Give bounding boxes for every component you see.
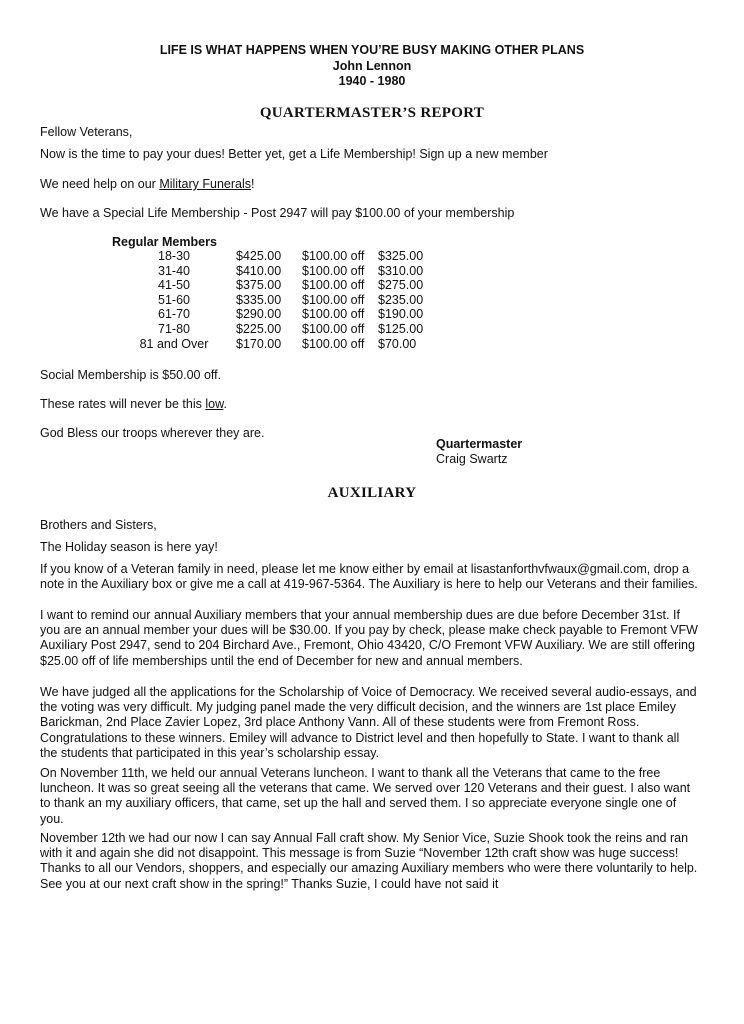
price-cell: $290.00 — [236, 307, 282, 322]
qm-greeting: Fellow Veterans, — [40, 125, 133, 139]
net-price-cell: $125.00 — [378, 321, 424, 336]
aux-paragraph-veteran-family — [40, 562, 700, 592]
net-price-cell: $70.00 — [378, 336, 417, 351]
auxiliary-title: AUXILIARY — [327, 485, 417, 501]
quote-text: LIFE IS WHAT HAPPENS WHEN YOU’RE BUSY MAKING OTHER PLANS — [159, 43, 585, 57]
rates-table-body — [112, 249, 458, 351]
signature-name: Craig Swartz — [436, 452, 508, 466]
discount-cell: $100.00 off — [302, 292, 365, 307]
aux-holiday: The Holiday season is here yay! — [40, 540, 218, 554]
discount-cell: $100.00 off — [302, 307, 365, 322]
discount-cell: $100.00 off — [302, 263, 365, 278]
qm-funerals-line — [40, 177, 254, 192]
net-price-cell: $190.00 — [378, 307, 424, 322]
net-price-cell: $275.00 — [378, 278, 424, 293]
rates-row — [112, 307, 458, 322]
aux-paragraph-dues — [40, 608, 700, 669]
qm-signature — [436, 437, 522, 467]
net-price-cell: $235.00 — [378, 292, 424, 307]
rates-table-header: Regular Members — [112, 235, 217, 249]
price-cell: $225.00 — [236, 321, 282, 336]
age-cell: 71-80 — [158, 321, 190, 336]
aux-paragraph-luncheon — [40, 766, 700, 827]
aux-p3-text: We have judged all the applications for the Scholarship of Voice of Democracy. We received several audio-essays, and the voting was very difficult. My judging panel made the very difficult decision, and the winners are 1st place Emiley Barickman, 2nd Place Zavier Lopez, 3rd place Anthony Vann. All of these students were from Fremont Ross. Congratulations to these winners. Emiley will advance to District level and then hopefully to State. I want to thank all the students that participated in this year’s scholarship essay. — [40, 685, 697, 760]
age-cell: 81 and Over — [139, 336, 209, 351]
qm-low-post: . — [223, 397, 227, 411]
discount-cell: $100.00 off — [302, 321, 365, 336]
discount-cell: $100.00 off — [302, 249, 365, 263]
age-cell: 31-40 — [158, 263, 190, 278]
rates-table — [112, 235, 458, 351]
qm-dues-line: Now is the time to pay your dues! Better yet, get a Life Membership! Sign up a new member — [40, 147, 548, 161]
military-funerals-text: Military Funerals — [159, 177, 251, 191]
qm-funerals-post: ! — [251, 177, 255, 191]
discount-cell: $100.00 off — [302, 278, 365, 293]
age-cell: 51-60 — [158, 292, 190, 307]
quote-years: 1940 - 1980 — [338, 74, 406, 88]
quote-header — [0, 43, 744, 90]
aux-paragraph-scholarship — [40, 685, 700, 761]
aux-greeting: Brothers and Sisters, — [40, 518, 157, 532]
net-price-cell: $310.00 — [378, 263, 424, 278]
price-cell: $335.00 — [236, 292, 282, 307]
net-price-cell: $325.00 — [378, 249, 424, 263]
rates-row — [112, 322, 458, 337]
age-cell: 41-50 — [158, 278, 190, 293]
aux-p2-text: I want to remind our annual Auxiliary members that your annual membership dues are due before December 31st. If you are an annual member your dues will be $30.00. If you pay by check, please make check payable to Fremont VFW Auxiliary Post 2947, send to 204 Birchard Ave., Fremont, Ohio 43420, C/O Fremont VFW Auxiliary. We are still offering $25.00 off of life memberships until the end of December for new and annual members. — [40, 608, 698, 668]
quartermaster-report-title: QUARTERMASTER’S REPORT — [259, 105, 485, 121]
rates-row — [112, 293, 458, 308]
signature-title: Quartermaster — [436, 437, 523, 451]
price-cell: $425.00 — [236, 249, 282, 263]
qm-bless-line: God Bless our troops wherever they are. — [40, 426, 265, 440]
qm-low-pre: These rates will never be this — [40, 397, 206, 411]
rates-row — [112, 278, 458, 293]
quote-author: John Lennon — [332, 58, 412, 73]
price-cell: $375.00 — [236, 278, 282, 293]
rates-row — [112, 249, 458, 264]
aux-p5-text: November 12th we had our now I can say Annual Fall craft show. My Senior Vice, Suzie Shook took the reins and ran with it and again she did not disappoint. This message is from Suzie “November 12th craft show was huge success! Thanks to all our Vendors, shoppers, and especially our amazing Auxiliary members who were there voluntarily to help. See you at our next craft show in the spring!” Thanks Suzie, I could have not said it — [40, 831, 698, 891]
discount-cell: $100.00 off — [302, 336, 365, 351]
qm-funerals-pre: We need help on our — [40, 177, 160, 191]
qm-rates-low-line — [40, 397, 227, 412]
age-cell: 61-70 — [158, 307, 190, 322]
qm-social-line: Social Membership is $50.00 off. — [40, 368, 222, 382]
price-cell: $410.00 — [236, 263, 282, 278]
low-text: low — [205, 397, 224, 411]
rates-row — [112, 337, 458, 352]
aux-p4-text: On November 11th, we held our annual Veterans luncheon. I want to thank all the Veterans that came to the free luncheon. It was so great seeing all the veterans that came. We served over 120 Veterans and their guest. I also want to thank an my auxiliary officers, that came, set up the hall and served them. I so appreciate everyone single one of you. — [40, 766, 691, 826]
price-cell: $170.00 — [236, 336, 282, 351]
aux-p1-text: If you know of a Veteran family in need, please let me know either by email at lisastanforthvfwaux@gmail.com, drop a note in the Auxiliary box or give me a call at 419-967-5364. The Auxiliary is here to help our Veterans and their families. — [40, 562, 698, 592]
aux-paragraph-craft-show — [40, 831, 700, 892]
age-cell: 18-30 — [158, 249, 190, 263]
qm-special-life-line: We have a Special Life Membership - Post 2947 will pay $100.00 of your membership — [40, 206, 515, 220]
rates-row — [112, 264, 458, 279]
